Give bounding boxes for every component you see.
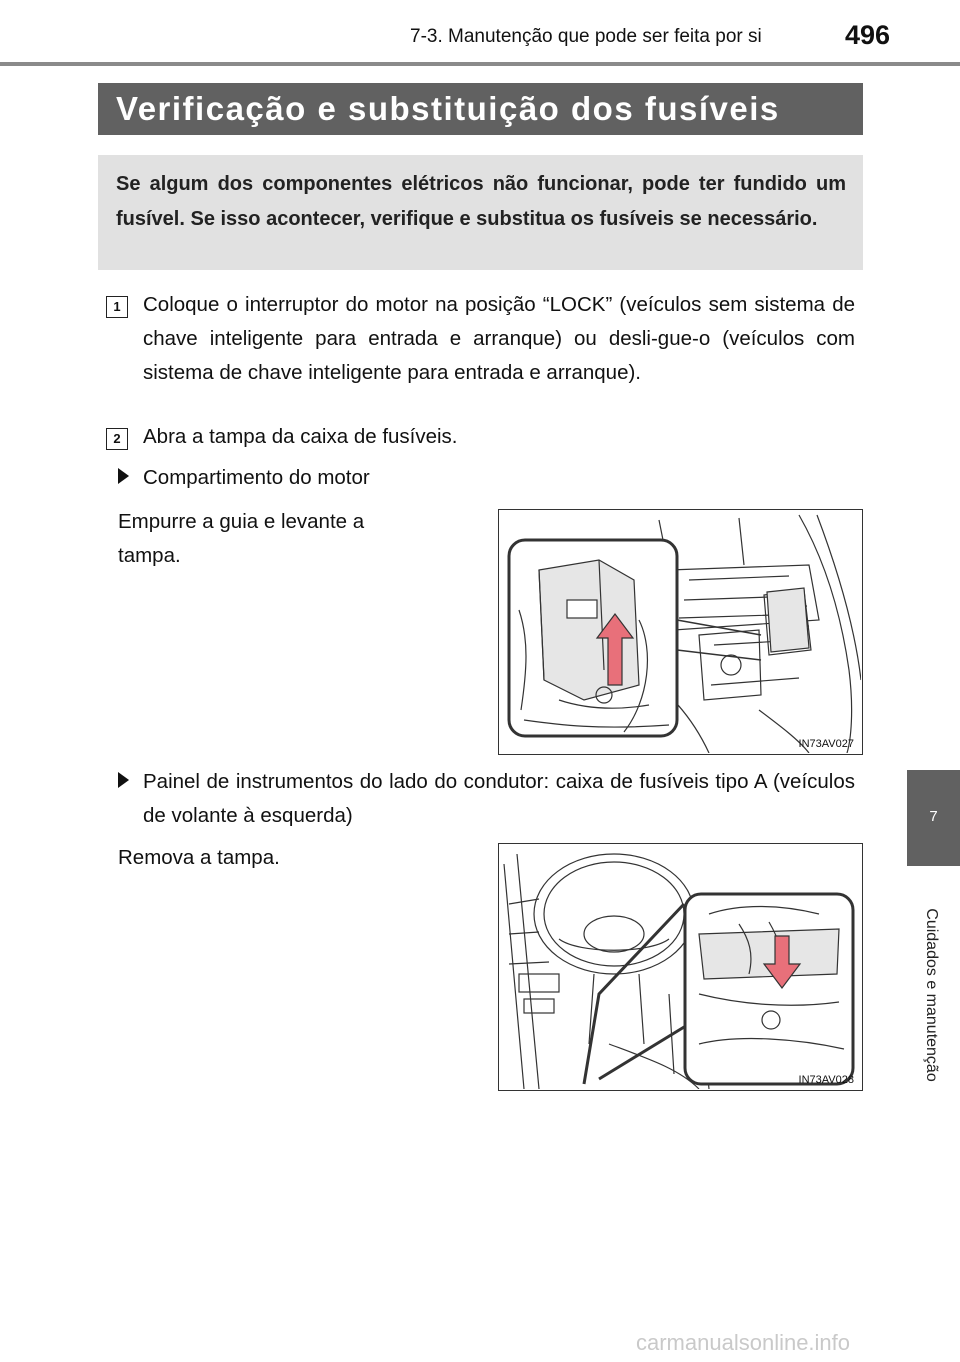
figure-code: IN73AV028: [798, 1074, 854, 1086]
bullet-arrow-icon: [118, 772, 129, 788]
instruction-text: Empurre a guia e levante a tampa.: [118, 510, 365, 567]
bullet-arrow-icon: [118, 468, 129, 484]
chapter-label-text: Cuidados e manutenção: [923, 908, 940, 1082]
figure-code: IN73AV027: [798, 738, 854, 750]
chapter-number: 7: [929, 808, 938, 825]
chapter-side-tab: [907, 770, 960, 866]
instruction-text: Remova a tampa.: [118, 846, 280, 869]
step-1-text: Coloque o interruptor do motor na posição “LOCK” (veículos sem sistema de chave inteligente para entrada e arranque) ou desli-gue-o (veículos com sistema de chave inteligente para entrada e arranque).: [143, 293, 855, 384]
page-title: Verificação e substituição dos fusíveis: [116, 90, 780, 127]
footer-watermark: carmanualsonline.info: [636, 1330, 851, 1355]
instrument-panel-illustration: [499, 844, 861, 1089]
title-bar: [98, 83, 863, 135]
step-2-badge: 2: [106, 428, 128, 450]
engine-fuse-box-figure: [498, 509, 863, 755]
intro-text: Se algum dos componentes elétricos não funcionar, pode ter fundido um fusível. Se isso acontecer, verifique e substitua os fusíveis se necessário.: [116, 173, 846, 230]
step-2-text: Abra a tampa da caixa de fusíveis.: [143, 425, 458, 448]
chapter-side-label: [918, 880, 944, 1110]
instrument-panel-fuse-box-figure: [498, 843, 863, 1091]
step-1-badge: 1: [106, 296, 128, 318]
engine-compartment-illustration: [499, 510, 861, 753]
header-section-title: 7-3. Manutenção que pode ser feita por si: [410, 26, 762, 47]
bullet-heading: Painel de instrumentos do lado do condutor: caixa de fusíveis tipo A (veículos de volante à esquerda): [143, 770, 855, 827]
header-rule: [0, 62, 960, 66]
intro-box: [98, 155, 863, 270]
page-number: 496: [845, 20, 891, 50]
bullet-heading: Compartimento do motor: [143, 466, 370, 489]
